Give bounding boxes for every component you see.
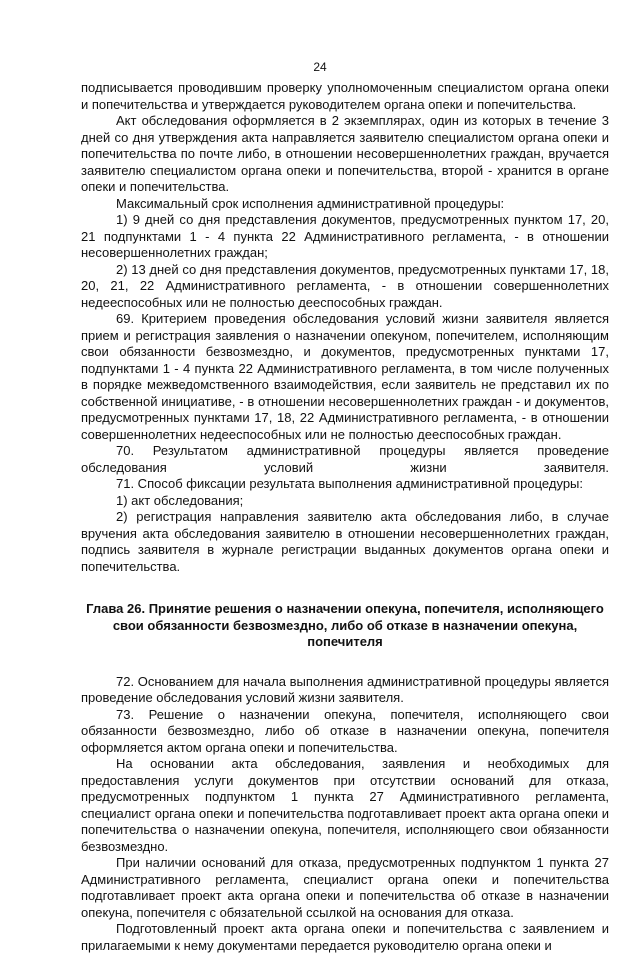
paragraph-continuation: подписывается проводившим проверку уполномоченным специалистом органа опеки и попечительства и утверждается руководителем органа опеки и попечительства. bbox=[81, 80, 609, 112]
paragraph-refusal: При наличии оснований для отказа, предусмотренных подпунктом 1 пункта 27 Административного регламента, специалист органа опеки и попечительства подготавливает проект акта органа опеки и попечительства об отказе в назначении опекуна, попечителя с обязательной ссылкой на основания для отказа. bbox=[81, 855, 609, 920]
page-number: 24 bbox=[313, 60, 327, 74]
list-item-term-1: 1) 9 дней со дня представления документов, предусмотренных пунктом 17, 20, 21 подпунктами 1 - 4 пункта 22 Административного регламента, - в отношении несовершеннолетних граждан; bbox=[81, 212, 609, 260]
paragraph-act-copies: Акт обследования оформляется в 2 экземплярах, один из которых в течение 3 дней со дня утверждения акта направляется заявителю специалистом органа опеки и попечительства по почте либо, в отношении несовершеннолетних граждан, вручается заявителю специалистом органа опеки и попечительства, второй - хранится в органе опеки и попечительства. bbox=[81, 113, 609, 194]
paragraph-71: 71. Способ фиксации результата выполнения административной процедуры: bbox=[116, 476, 584, 491]
list-item-term-2: 2) 13 дней со дня представления документов, предусмотренных пунктами 17, 18, 20, 21, 22 Административного регламента, - в отношении совершеннолетних недееспособных или не полностью дееспособных граждан. bbox=[81, 261, 609, 310]
paragraph-72: 72. Основанием для начала выполнения административной процедуры является проведение обследования условий жизни заявителя. bbox=[81, 673, 609, 705]
list-item-fix-1: 1) акт обследования; bbox=[116, 492, 244, 508]
paragraph-prepared-draft: Подготовленный проект акта органа опеки и попечительства с заявлением и прилагаемыми к нему документами передается руководителю органа опеки и bbox=[81, 921, 609, 953]
paragraph-70: 70. Результатом административной процедуры является проведение обследования условий жизни заявителя. bbox=[81, 443, 609, 475]
paragraph-max-term: Максимальный срок исполнения административной процедуры: bbox=[116, 195, 505, 211]
paragraph-73: 73. Решение о назначении опекуна, попечителя, исполняющего свои обязанности безвозмездно, либо об отказе в назначении опекуна, попечителя оформляется актом органа опеки и попечительства. bbox=[81, 706, 609, 755]
paragraph-basis: На основании акта обследования, заявления и необходимых для предоставления услуги документов при отсутствии оснований для отказа, предусмотренных подпунктом 1 пункта 27 Административного регламента, специалист органа опеки и попечительства подготавливает проект акта органа опеки и попечительства о назначении опекуна, попечителя, исполняющего свои обязанности безвозмездно. bbox=[81, 756, 609, 854]
document-body bbox=[81, 80, 609, 954]
list-item-fix-2: 2) регистрация направления заявителю акта обследования либо, в случае вручения акта обследования заявителю в отношении несовершеннолетних граждан, подпись заявителя в журнале регистрации выданных документов органа опеки и попечительства. bbox=[81, 509, 609, 574]
chapter-heading: Глава 26. Принятие решения о назначении опекуна, попечителя, исполняющего свои обязанности безвозмездно, либо об отказе в назначении опекуна, попечителя bbox=[86, 601, 604, 649]
paragraph-69: 69. Критерием проведения обследования условий жизни заявителя является прием и регистрация заявления о назначении опекуном, попечителем, исполняющим свои обязанности безвозмездно, и документов, предусмотренных пунктами 17, подпунктами 1 - 4 пункта 22 Административного регламента, в том числе полученных в порядке межведомственного взаимодействия, если заявитель не представил их по собственной инициативе, - в отношении несовершеннолетних граждан - и документов, предусмотренных пунктами 17, 18, 22 Административного регламента, - в отношении совершеннолетних недееспособных или не полностью дееспособных граждан. bbox=[81, 311, 609, 442]
